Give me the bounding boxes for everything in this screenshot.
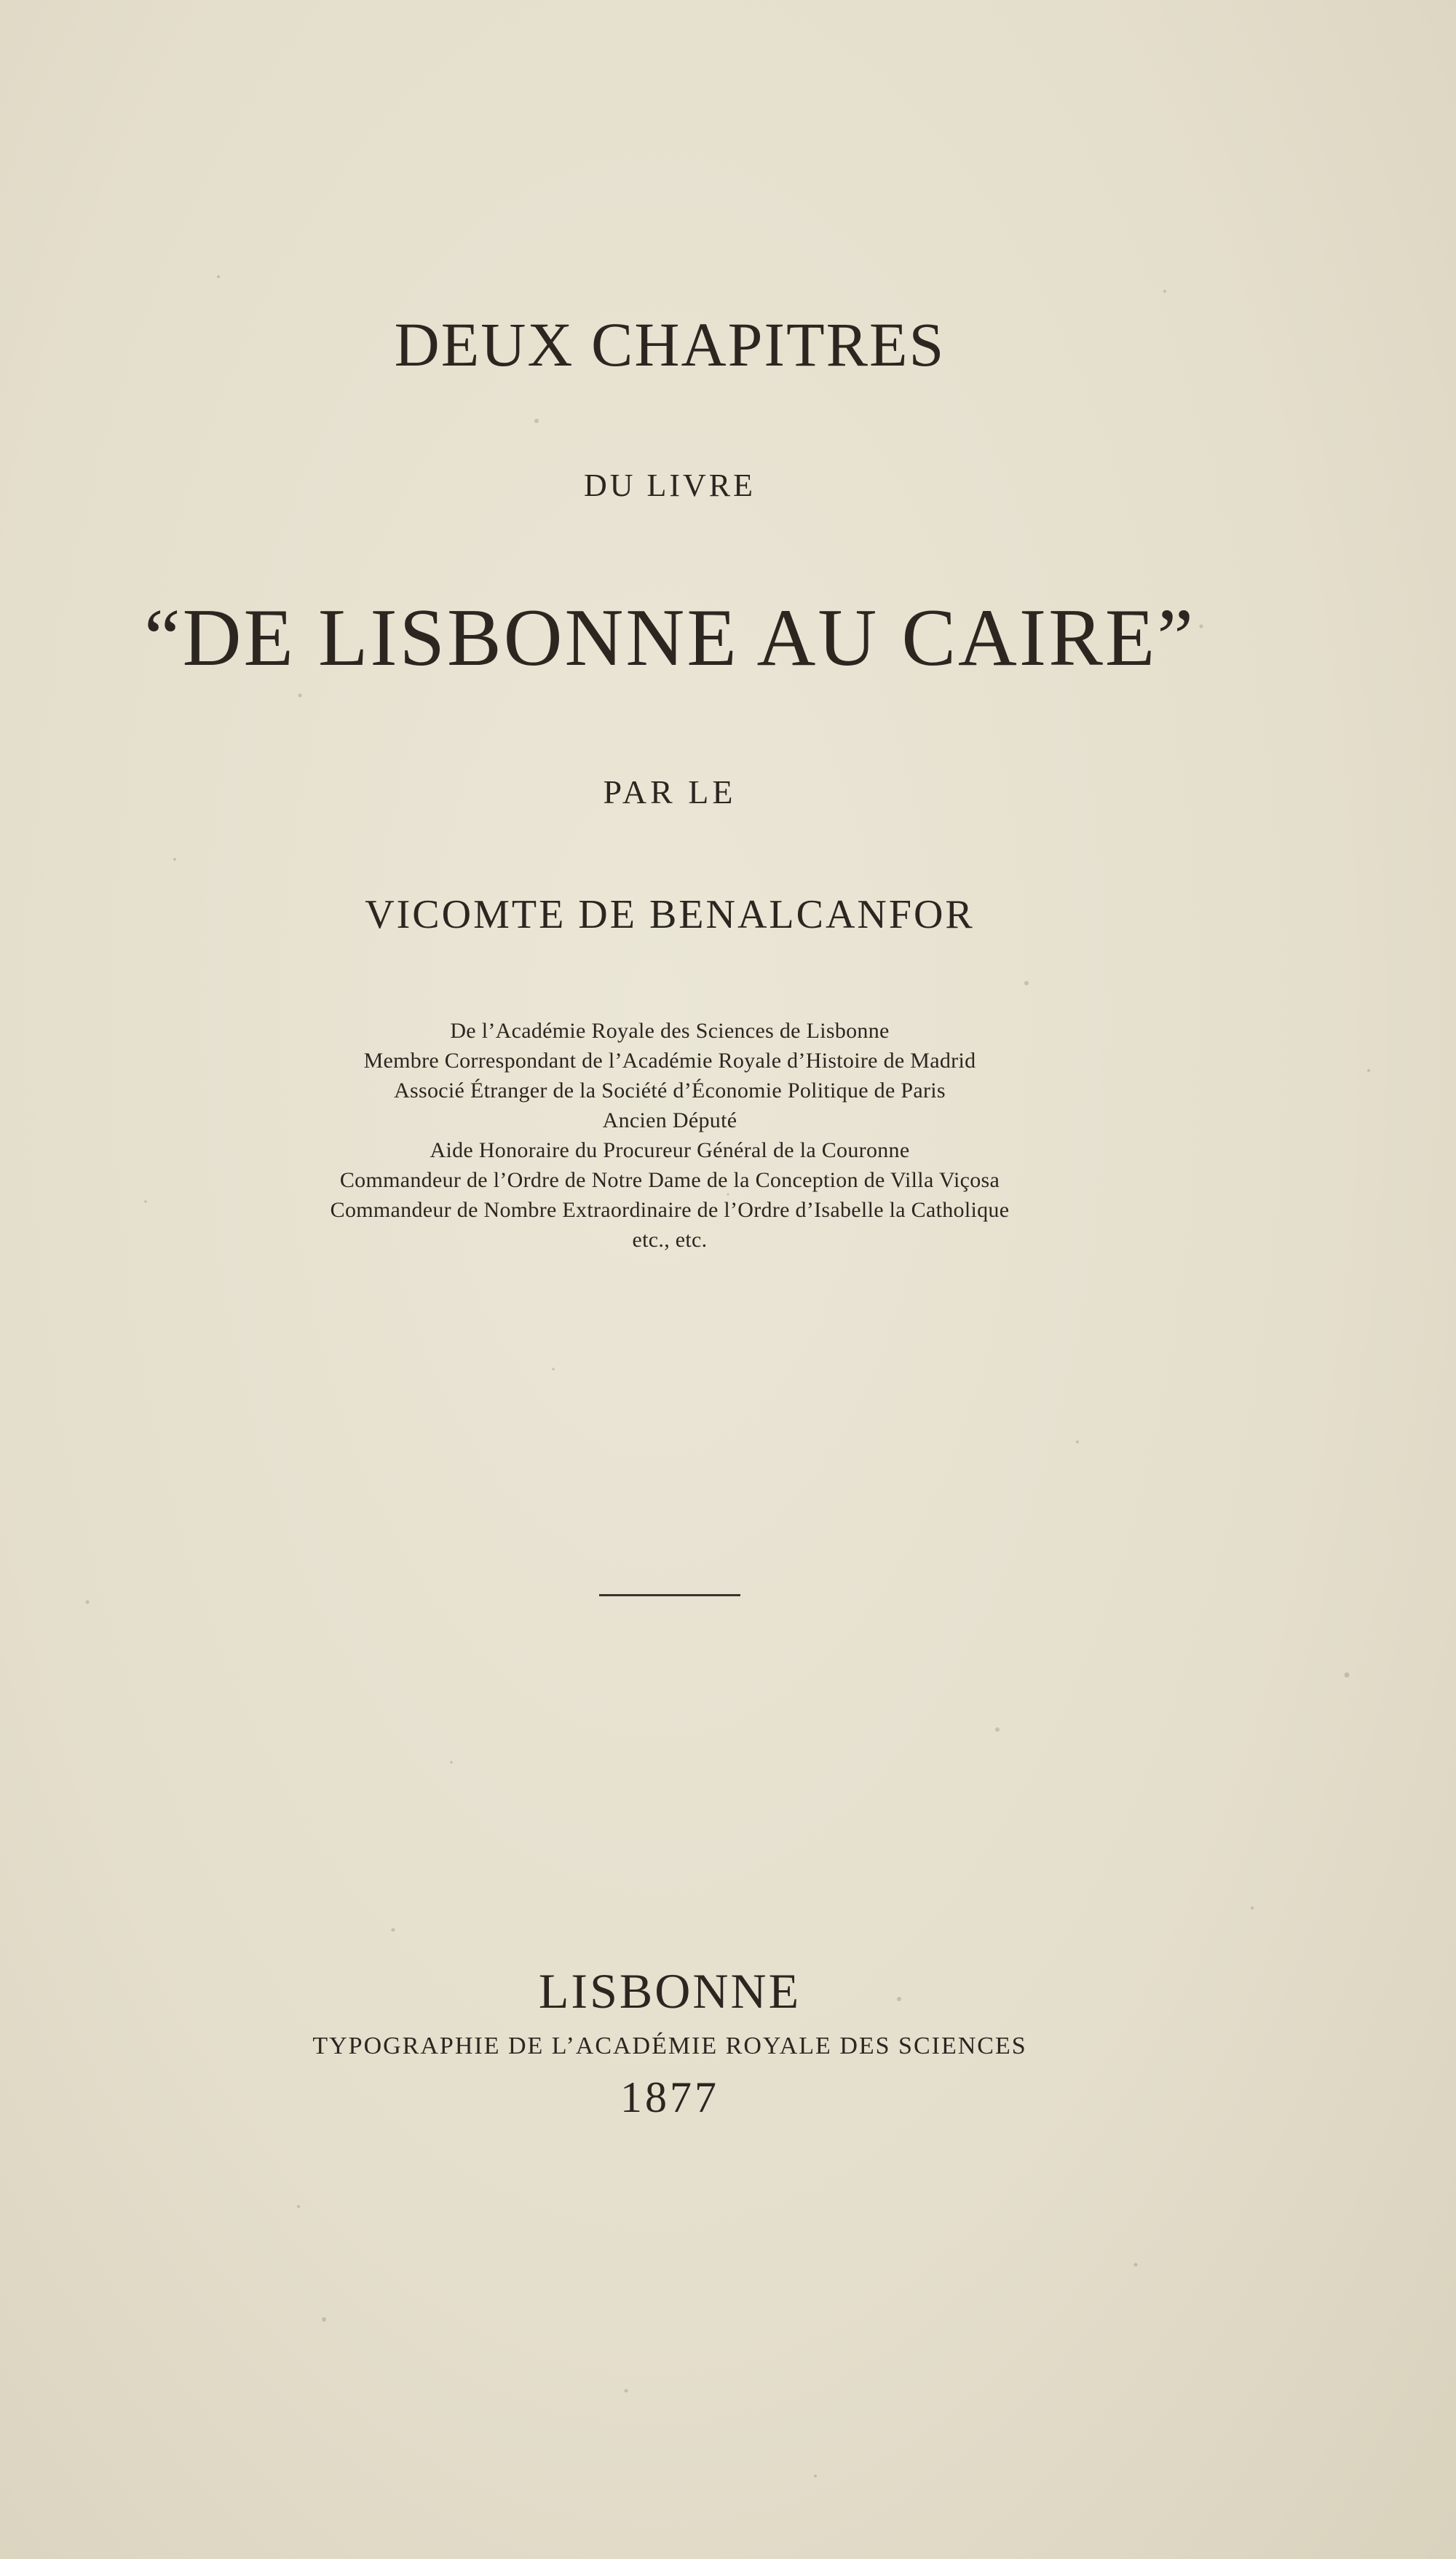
by-line: PAR LE	[603, 773, 737, 811]
author-name: VICOMTE DE BENALCANFOR	[365, 892, 975, 937]
author-credentials	[0, 1016, 1340, 1255]
imprint-city: LISBONNE	[538, 1963, 802, 2019]
credential-line: Ancien Député	[602, 1108, 737, 1132]
credential-line: De l’Académie Royale des Sciences de Lisbonne	[450, 1019, 890, 1043]
credential-line: etc., etc.	[632, 1228, 708, 1252]
subtitle: DU LIVRE	[583, 468, 756, 503]
credential-line: Commandeur de l’Ordre de Notre Dame de la Conception de Villa Viçosa	[339, 1168, 1000, 1192]
credential-line: Commandeur de Nombre Extraordinaire de l’Ordre d’Isabelle la Catholique	[330, 1198, 1010, 1222]
divider-rule	[599, 1594, 740, 1596]
credential-line: Associé Étranger de la Société d’Économie Politique de Paris	[394, 1079, 946, 1103]
imprint-year: 1877	[620, 2073, 719, 2121]
title-top: DEUX CHAPITRES	[394, 309, 946, 379]
main-title: “DE LISBONNE AU CAIRE”	[143, 593, 1196, 683]
credential-line: Aide Honoraire du Procureur Général de la Couronne	[430, 1138, 910, 1162]
credential-line: Membre Correspondant de l’Académie Royale d’Histoire de Madrid	[363, 1049, 976, 1073]
imprint-printer: TYPOGRAPHIE DE L’ACADÉMIE ROYALE DES SCIENCES	[312, 2032, 1027, 2059]
